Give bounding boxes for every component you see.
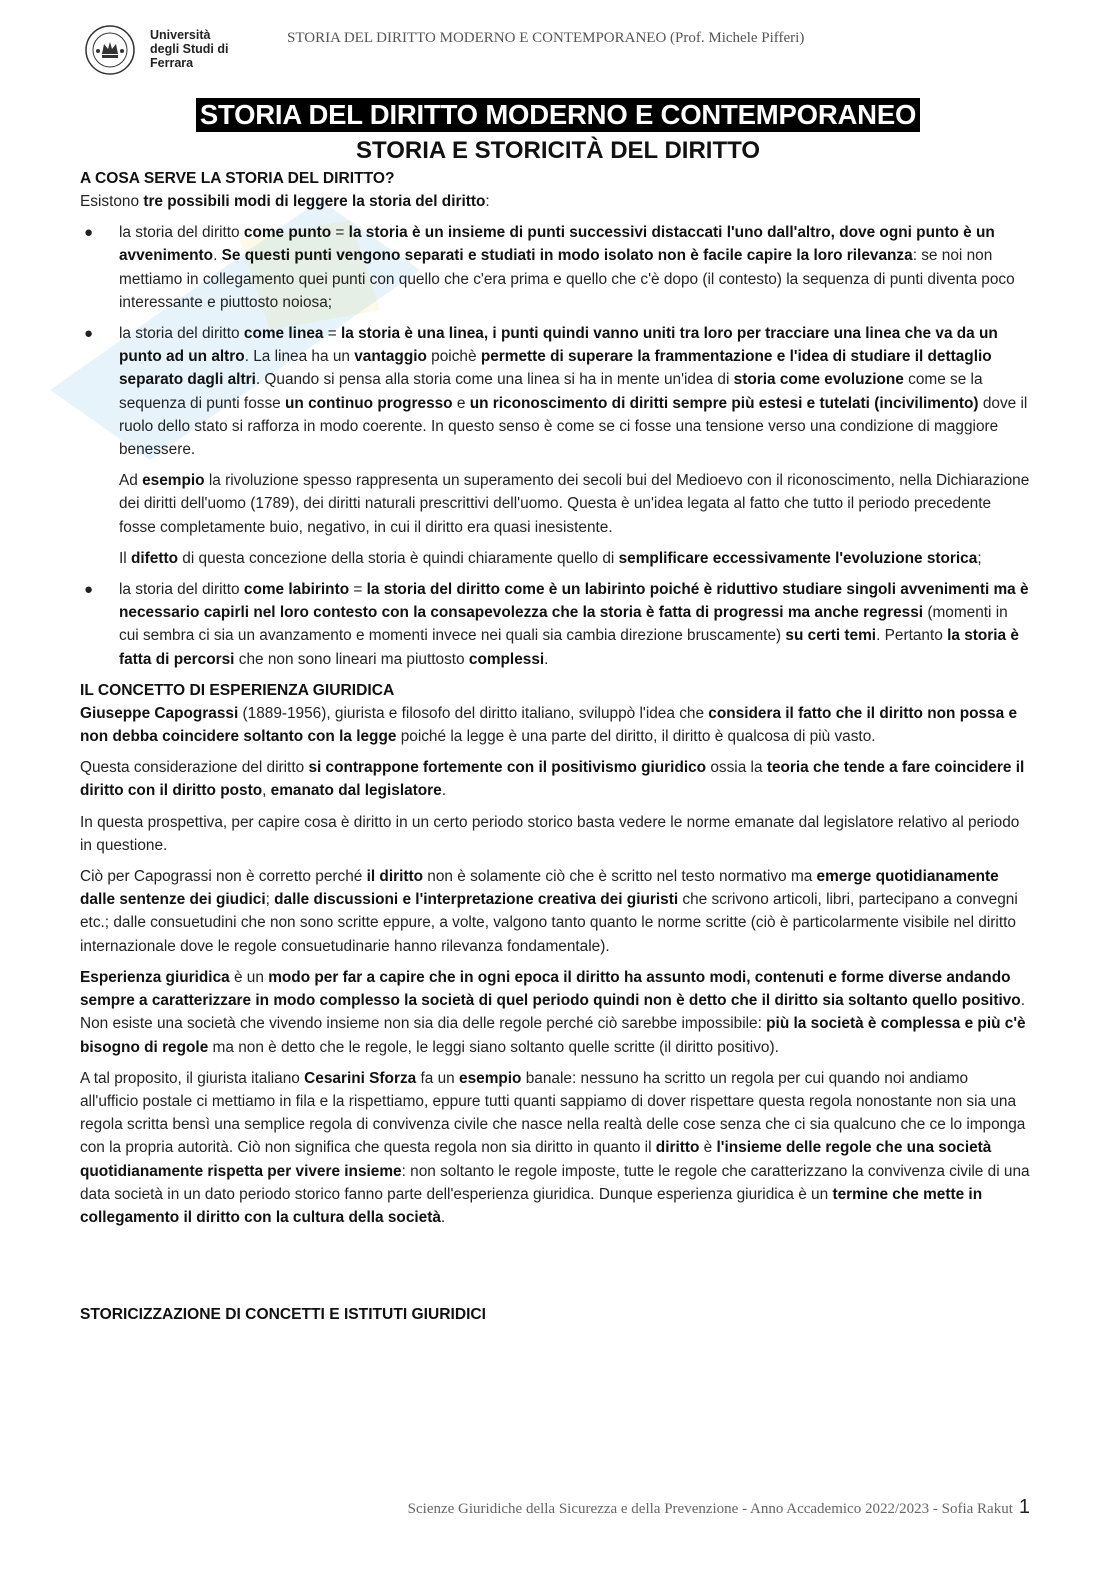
paragraph: Questa considerazione del diritto si contrappone fortemente con il positivismo giuridico ossia la teoria che tende a fare coincidere il diritto con il diritto posto, emanato dal legislatore. xyxy=(80,759,1025,800)
paragraph: Ciò per Capograssi non è corretto perché il diritto non è solamente ciò che è scritto nel testo normativo ma emerge quotidianamente dalle sentenze dei giudici; dalle discussioni e l'interpretazione creativa dei giuristi che scrivono articoli, libri, partecipano a convegni etc.; dalle consuetudini che non sono scritte eppure, a volte, valgono tanto quanto le norme scritte (ciò è particolarmente visibile nel diritto internazionale dove le regole consuetudinarie hanno rilevanza fondamentale). xyxy=(80,868,1018,955)
running-header-title: STORIA DEL DIRITTO MODERNO E CONTEMPORANEO (Prof. Michele Pifferi) xyxy=(287,30,805,46)
document-body xyxy=(80,167,1030,1326)
bullet-icon: ● xyxy=(84,325,94,343)
bullet-icon: ● xyxy=(84,581,94,599)
reading-modes-list xyxy=(80,221,1030,671)
footer-text: Scienze Giuridiche della Sicurezza e della Prevenzione - Anno Accademico 2022/2023 - Sofia Rakut xyxy=(407,1501,1013,1517)
paragraph: A tal proposito, il giurista italiano Cesarini Sforza fa un esempio banale: nessuno ha scritto un regola per cui quando noi andiamo all'ufficio postale ci mettiamo in fila e la rispettiamo, eppure tutti quanti sappiamo di dover rispettare questa regola nonostante non sia una regola scritta bensì una semplice regola di convivenza civile che nasce nella realtà delle cose senza che ci sia qualcuno che ce lo imponga con la propria autorità. Ciò non significa che questa regola non sia diritto in quanto il diritto è l'insieme delle regole che una società quotidianamente rispetta per vivere insieme: non soltanto le regole imposte, tutte le regole che caratterizzano la convivenza civile di una data società in un dato periodo storico fanno parte dell'esperienza giuridica. Dunque esperienza giuridica è un termine che mette in collegamento il diritto con la cultura della società. xyxy=(80,1069,1030,1226)
page-footer xyxy=(0,1496,1030,1519)
title-container xyxy=(0,98,1116,132)
list-item: ● la storia del diritto come linea = la storia è una linea, i punti quindi vanno uniti tra loro per tracciare una linea che va da un punto ad un altro. La linea ha un vantaggio poichè permette di superare la frammentazione e l'idea di studiare il dettaglio separato dagli altri. Quando si pensa alla storia come una linea si ha in mente un'idea di storia come evoluzione come se la sequenza di punti fosse un continuo progresso e un riconoscimento di diritti sempre più estesi e tutelati (incivilimento) dove il ruolo dello stato si rafforza in modo coerente. In questo senso è come se ci fosse una tensione verso una condizione di maggiore benessere. Ad esempio la rivoluzione spesso rappresenta un superamento dei secoli bui del Medioevo con il riconoscimento, nella Dichiarazione dei diritti dell'uomo (1789), dei diritti naturali prescrittivi dell'uomo. Questa è un'idea legata al fatto che tutto il periodo precedente fosse completamente buio, negativo, in cui il diritto era quasi inesistente. Il difetto di questa concezione della storia è quindi chiaramente quello di semplificare eccessivamente l'evoluzione storica; xyxy=(80,322,1030,570)
bullet-icon: ● xyxy=(84,224,94,242)
section-heading: A COSA SERVE LA STORIA DEL DIRITTO? xyxy=(80,170,395,187)
paragraph: In questa prospettiva, per capire cosa è diritto in un certo periodo storico basta vedere le norme emanate dal legislatore relativo al periodo in questione. xyxy=(80,813,1020,854)
paragraph: Giuseppe Capograssi (1889-1956), giurista e filosofo del diritto italiano, sviluppò l'idea che considera il fatto che il diritto non possa e non debba coincidere soltanto con la legge poiché la legge è una parte del diritto, il diritto è qualcosa di più vasto. xyxy=(80,704,1018,746)
university-seal-icon xyxy=(82,24,142,76)
list-item: ● la storia del diritto come labirinto = la storia del diritto come è un labirinto poiché è riduttivo studiare singoli avvenimenti ma è necessario capirli nel loro contesto con la consapevolezza che la storia è fatta di progressi ma anche regressi (momenti in cui sembra ci sia un avanzamento e momenti invece nei quali sia cambia direzione bruscamente) su certi temi. Pertanto la storia è fatta di percorsi che non sono lineari ma piuttosto complessi. xyxy=(80,578,1030,671)
paragraph: Esperienza giuridica è un modo per far a capire che in ogni epoca il diritto ha assunto modi, contenuti e forme diverse andando sempre a caratterizzare in modo complesso la società di quel periodo quindi non è detto che il diritto sia soltanto quello positivo. Non esiste una società che vivendo insieme non sia dia delle regole perché ciò sarebbe impossibile: più la società è complessa e più c'è bisogno di regole ma non è detto che le regole, le leggi siano soltanto quelle scritte (il diritto positivo). xyxy=(80,968,1026,1056)
page-header xyxy=(82,24,1042,76)
section-heading: STORICIZZAZIONE DI CONCETTI E ISTITUTI GIURIDICI xyxy=(80,1306,487,1324)
document-subtitle: STORIA E STORICITÀ DEL DIRITTO xyxy=(355,137,761,164)
page-number: 1 xyxy=(1018,1496,1030,1518)
section-intro: Esistono tre possibili modi di leggere la storia del diritto: xyxy=(80,193,490,210)
university-name: Università degli Studi di Ferrara xyxy=(150,28,229,70)
list-item: ● la storia del diritto come punto = la storia è un insieme di punti successivi distaccati l'uno dall'altro, dove ogni punto è un avvenimento. Se questi punti vengono separati e studiati in modo isolato non è facile capire la loro rilevanza: se noi non mettiamo in collegamento quei punti con quello che c'era prima e quello che c'è dopo (il contesto) la sequenza di punti diventa poco interessante e piuttosto noiosa; xyxy=(80,221,1030,314)
document-title: STORIA DEL DIRITTO MODERNO E CONTEMPORANEO xyxy=(196,98,920,132)
spacer xyxy=(80,1237,1030,1303)
section-heading: IL CONCETTO DI ESPERIENZA GIURIDICA xyxy=(80,681,395,699)
